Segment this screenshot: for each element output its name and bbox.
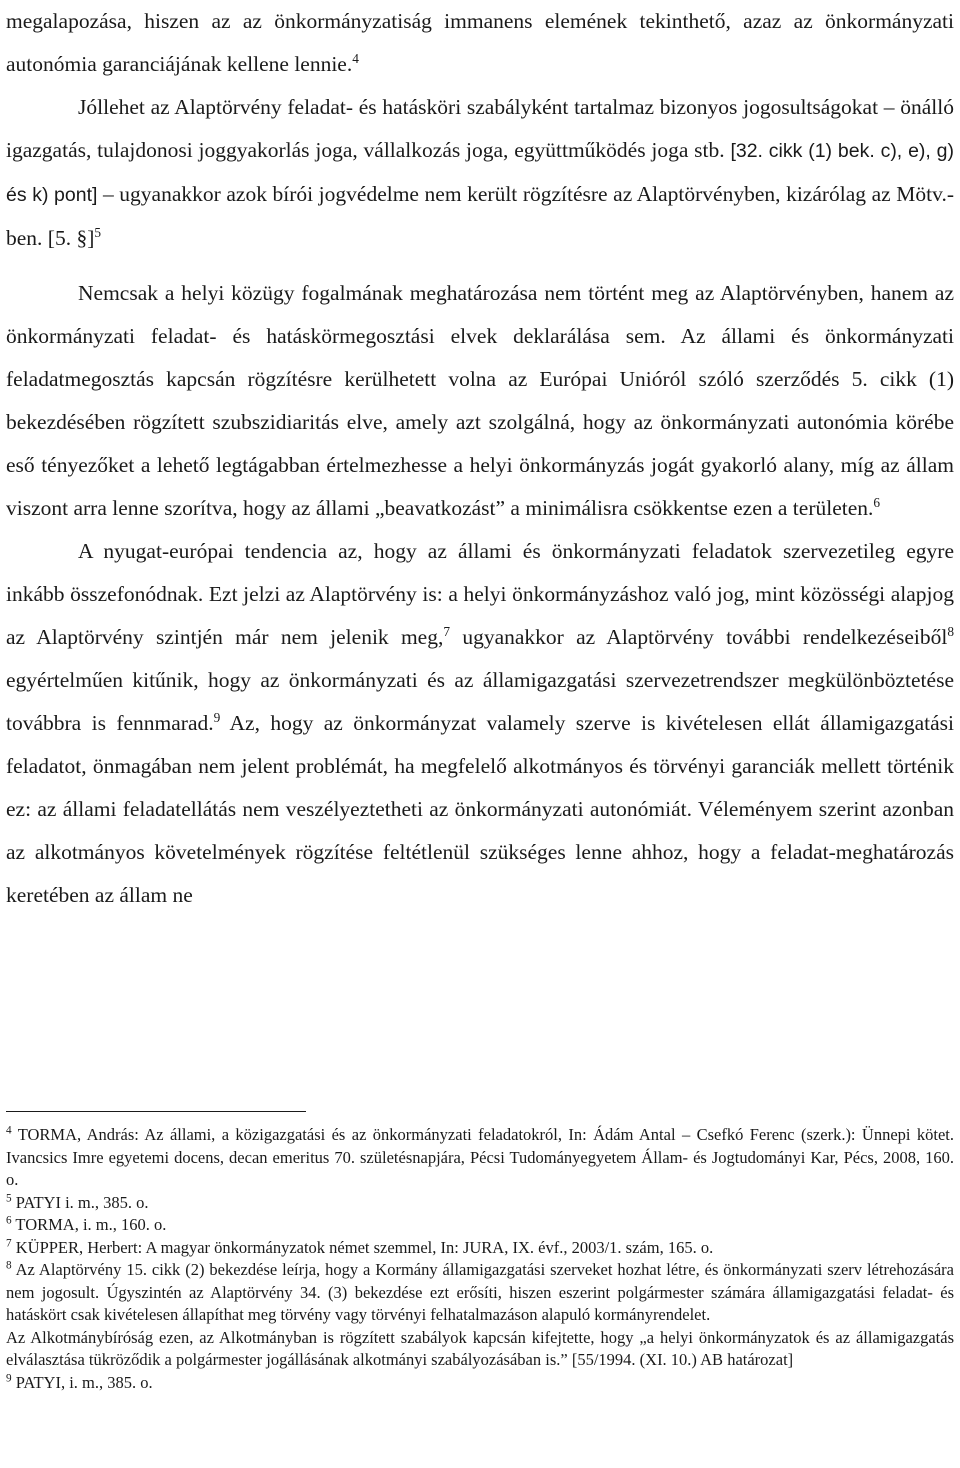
- footnote-ref: 6: [6, 1214, 12, 1227]
- text-run: megalapozása, hiszen az az önkormányzatiság immanens elemének tekinthető, azaz az önkormányzati autonómia garanciájának kellene lennie.: [6, 9, 954, 76]
- footnote: [6, 1192, 954, 1215]
- paragraph: [6, 0, 954, 86]
- text-run: Jóllehet az Alaptörvény feladat- és hatásköri szabályként tartalmaz bizonyos jogosultságokat – önálló igazgatás, tulajdonosi joggyakorlás joga, vállalkozás joga, együttműködés joga stb.: [6, 95, 954, 162]
- main-text: [6, 0, 954, 917]
- paragraph: [6, 86, 954, 260]
- footnote: [6, 1327, 954, 1372]
- footnote-ref: 9: [213, 709, 221, 725]
- text-run: PATYI i. m., 385. o.: [11, 1192, 149, 1212]
- footnote-ref: 9: [6, 1372, 12, 1384]
- text-run: Az Alkotmánybíróság ezen, az Alkotmányban is rögzített szabályok kapcsán kifejtette, hogy „a helyi önkormányzatok és az államigazgatás elválasztása tükröződik a polgármester jogállásának alkotmányi szabályozásában is.” [55/1994. (XI. 10.) AB határozat]: [6, 1327, 954, 1369]
- text-run: egyértelműen kitűnik, hogy az önkormányzati és az államigazgatási szervezetrendszer megkülönböztetése továbbra is fennmarad.: [6, 668, 954, 735]
- footnote-ref: 4: [352, 50, 359, 66]
- footnote: [6, 1372, 954, 1395]
- footnote-ref: 5: [94, 224, 102, 240]
- text-run: [32. cikk (1) bek. c), e), g) és k) pont]: [6, 140, 954, 206]
- footnote-separator: [6, 1111, 306, 1112]
- footnote: [6, 1237, 954, 1260]
- footnote-ref: 6: [873, 494, 881, 510]
- text-run: Az, hogy az önkormányzat valamely szerve is kivételesen ellát államigazgatási feladatot, önmagában nem jelent problémát, ha megfelelő alkotmányos és törvényi garanciák mellett történik ez: az állami feladatellátás nem veszélyeztetheti az önkormányzati autonómiát. Véleményem szerint azonban az alkotmányos követelmények rögzítése feltétlenül szükséges lenne ahhoz, hogy a feladat-meghatározás keretében az állam ne: [6, 711, 954, 907]
- text-run: TORMA, i. m., 160. o.: [11, 1215, 167, 1234]
- text-run: A nyugat-európai tendencia az, hogy az állami és önkormányzati feladatok szervezetileg egyre inkább összefonódnak. Ezt jelzi az Alaptörvény is: a helyi önkormányzáshoz való jog, mint közösségi alapjog az Alaptörvény szintjén már nem jelenik meg,: [6, 539, 954, 649]
- text-run: Az Alaptörvény 15. cikk (2) bekezdése leírja, hogy a Kormány államigazgatási szerveket hozhat létre, és önkormányzati szerv létrehozására nem jogosult. Úgyszintén az Alaptörvény 34. (3) bekezdése ezt erősíti, hiszen eszerint polgármester számára államigazgatási feladat- és hatáskört csak kivételesen állapíthat meg törvény vagy törvényi felhatalmazáson alapuló kormányrendelet.: [6, 1260, 954, 1324]
- text-run: PATYI, i. m., 385. o.: [11, 1372, 153, 1392]
- footnote-ref: 7: [443, 623, 451, 639]
- footnote: [6, 1214, 954, 1237]
- footnotes: [6, 1124, 954, 1394]
- paragraph: [6, 272, 954, 530]
- footnote-ref: 8: [6, 1259, 12, 1272]
- paragraph: [6, 530, 954, 917]
- footnote: [6, 1124, 954, 1192]
- footnote-ref: 7: [6, 1237, 12, 1249]
- text-run: ugyanakkor az Alaptörvény további rendelkezéseiből: [450, 625, 948, 649]
- text-run: Nemcsak a helyi közügy fogalmának meghatározása nem történt meg az Alaptörvényben, hanem az önkormányzati feladat- és hatáskörmegosztási elvek deklarálása sem. Az állami és önkormányzati feladatmegosztás kapcsán rögzítésre kerülhetett volna az Európai Unióról szóló szerződés 5. cikk (1) bekezdésében rögzített szubszidiaritás elve, amely azt szolgálná, hogy az önkormányzati autonómia körébe eső tényezőket a lehető legtágabban értelmezhesse a helyi önkormányzás jogát gyakorló alany, míg az állam viszont arra lenne szorítva, hogy az állami „beavatkozást” a minimálisra csökkentse ezen a területen.: [6, 281, 954, 520]
- text-run: – ugyanakkor azok bírói jogvédelme nem került rögzítésre az Alaptörvényben, kizárólag az Mötv.-ben. [5. §]: [6, 182, 954, 250]
- footnote-ref: 5: [6, 1192, 12, 1204]
- text-run: KÜPPER, Herbert: A magyar önkormányzatok német szemmel, In: JURA, IX. évf., 2003/1. szám, 165. o.: [11, 1237, 714, 1257]
- footnote-ref: 4: [6, 1124, 12, 1137]
- document-page: [6, 0, 954, 917]
- footnote-ref: 8: [947, 623, 954, 639]
- text-run: TORMA, András: Az állami, a közigazgatási és az önkormányzati feladatokról, In: Ádám Antal – Csefkó Ferenc (szerk.): Ünnepi kötet. Ivancsics Imre egyetemi docens, decan emeritus 70. születésnapjára, Pécsi Tudományegyetem Állam- és Jogtudományi Kar, Pécs, 2008, 160. o.: [6, 1125, 954, 1189]
- footnote: [6, 1259, 954, 1327]
